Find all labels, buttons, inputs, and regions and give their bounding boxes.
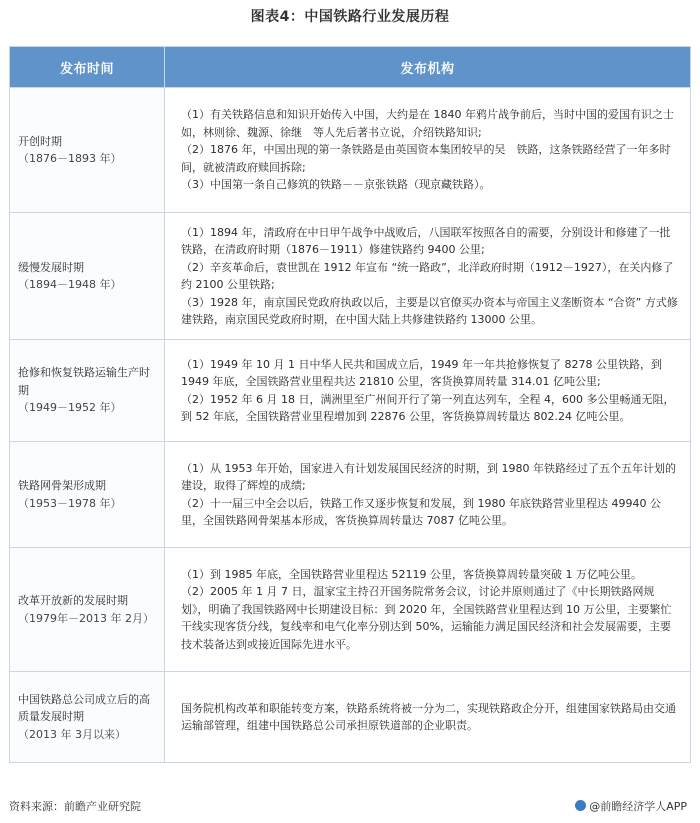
period-cell xyxy=(10,213,165,340)
period-name: 抢修和恢复铁路运输生产时期 xyxy=(18,366,150,397)
period-cell xyxy=(10,548,165,672)
period-years: （1894－1948 年） xyxy=(18,278,122,291)
period-name: 开创时期 xyxy=(18,134,62,148)
description-line: （3）1928 年，南京国民党政府执政以后，主要是以官僚买办资本与帝国主义垄断资本 “合资” 方式修建铁路，南京国民党政府时期，在中国大陆上共修建铁路约 13000 公里。 xyxy=(181,295,678,326)
chart-title: 图表4：中国铁路行业发展历程 xyxy=(250,9,450,25)
source-note: 资料来源：前瞻产业研究院 xyxy=(9,800,141,813)
period-years: （1979年－2013 年 2月） xyxy=(18,611,154,625)
description-cell xyxy=(165,548,691,672)
table-row xyxy=(10,213,691,340)
period-years: （2013 年 3月以来） xyxy=(18,727,126,741)
description-line: （2）1876 年，中国出现的第一条铁路是由英国资本集团较早的吴 铁路，这条铁路经营了一年多时间，就被清政府赎回拆除; xyxy=(181,143,671,174)
description-cell xyxy=(165,88,691,213)
brand-logo-icon xyxy=(575,800,586,811)
description-line: （1）到 1985 年底，全国铁路营业里程达 52119 公里，客货换算周转量突破 1 万亿吨公里。 xyxy=(181,567,642,581)
period-years: （1876－1893 年） xyxy=(18,152,122,165)
history-table xyxy=(9,46,691,763)
brand-text: @前瞻经济学人APP xyxy=(589,800,687,813)
table-row xyxy=(10,672,691,763)
period-cell xyxy=(10,672,165,763)
description-cell xyxy=(165,442,691,548)
period-name: 铁路网骨架形成期 xyxy=(18,479,106,492)
description-line: （3）中国第一条自己修筑的铁路－－京张铁路（现京藏铁路）。 xyxy=(181,178,491,192)
description-cell xyxy=(165,672,691,763)
period-years: （1949－1952 年） xyxy=(18,401,122,415)
description-line: （1）有关铁路信息和知识开始传入中国，大约是在 1840 年鸦片战争前后，当时中国的爱国有识之士如，林则徐、魏源、徐继 等人先后著书立说，介绍铁路知识; xyxy=(181,108,674,139)
brand-credit xyxy=(575,798,687,814)
description-line: （1）1894 年，清政府在中日甲午战争中战败后，八国联军按照各自的需要，分别设计和修建了一批铁路，在清政府时期（1876－1911）修建铁路约 9400 公里; xyxy=(181,225,671,256)
period-name: 中国铁路总公司成立后的高质量发展时期 xyxy=(18,692,150,724)
description-cell xyxy=(165,340,691,442)
period-name: 缓慢发展时期 xyxy=(18,260,84,274)
period-years: （1953－1978 年） xyxy=(18,496,122,510)
description-line: （1）1949 年 10 月 1 日中华人民共和国成立后，1949 年一年共抢修恢复了 8278 公里铁路，到 1949 年底，全国铁路营业里程共达 21810 公里，客货换算周转量 314.01 亿吨公里; xyxy=(181,357,662,388)
description-line: （2）2005 年 1 月 7 日，温家宝主持召开国务院常务会议，讨论并原则通过了《中长期铁路网规划》，明确了我国铁路网中长期建设目标：到 2020 年，全国铁路营业里程达到 10 万公里，主要繁忙干线实现客货分线，复线率和电气化率分别达到 50%，运输能力满足国民经济和社会发展需要，主要技术装备达到或接近国际先进水平。 xyxy=(181,585,672,651)
table-row xyxy=(10,548,691,672)
period-cell xyxy=(10,340,165,442)
description-line: （2）辛亥革命后，袁世凯在 1912 年宣布 “统一路政”，北洋政府时期（1912－1927），在关内修了约 2100 公里铁路; xyxy=(181,260,674,291)
description-line: （2）1952 年 6 月 18 日，满洲里至广州间开行了第一列直达列车，全程 4，600 多公里畅通无阻，到 52 年底，全国铁路营业里程增加到 22876 公里，客货换算周转量达 802.24 亿吨公里。 xyxy=(181,392,675,423)
header-time: 发布时间 xyxy=(10,47,165,88)
description-cell xyxy=(165,213,691,340)
description-line: （1）从 1953 年开始，国家进入有计划发展国民经济的时期，到 1980 年铁路经过了五个五年计划的建设，取得了辉煌的成绩; xyxy=(181,461,676,492)
period-name: 改革开放新的发展时期 xyxy=(18,594,128,607)
table-row xyxy=(10,340,691,442)
table-row xyxy=(10,88,691,213)
header-content: 发布机构 xyxy=(165,47,691,88)
period-cell xyxy=(10,442,165,548)
table-header-row xyxy=(10,47,691,88)
description-line: （2）十一届三中全会以后，铁路工作又逐步恢复和发展，到 1980 年底铁路营业里程达 49940 公里，全国铁路网骨架基本形成，客货换算周转量达 7087 亿吨公里。 xyxy=(181,496,661,527)
period-cell xyxy=(10,88,165,213)
description-line: 国务院机构改革和职能转变方案，铁路系统将被一分为二，实现铁路政企分开，组建国家铁路局由交通运输部管理，组建中国铁路总公司承担原铁道部的企业职责。 xyxy=(181,701,676,732)
table-row xyxy=(10,442,691,548)
